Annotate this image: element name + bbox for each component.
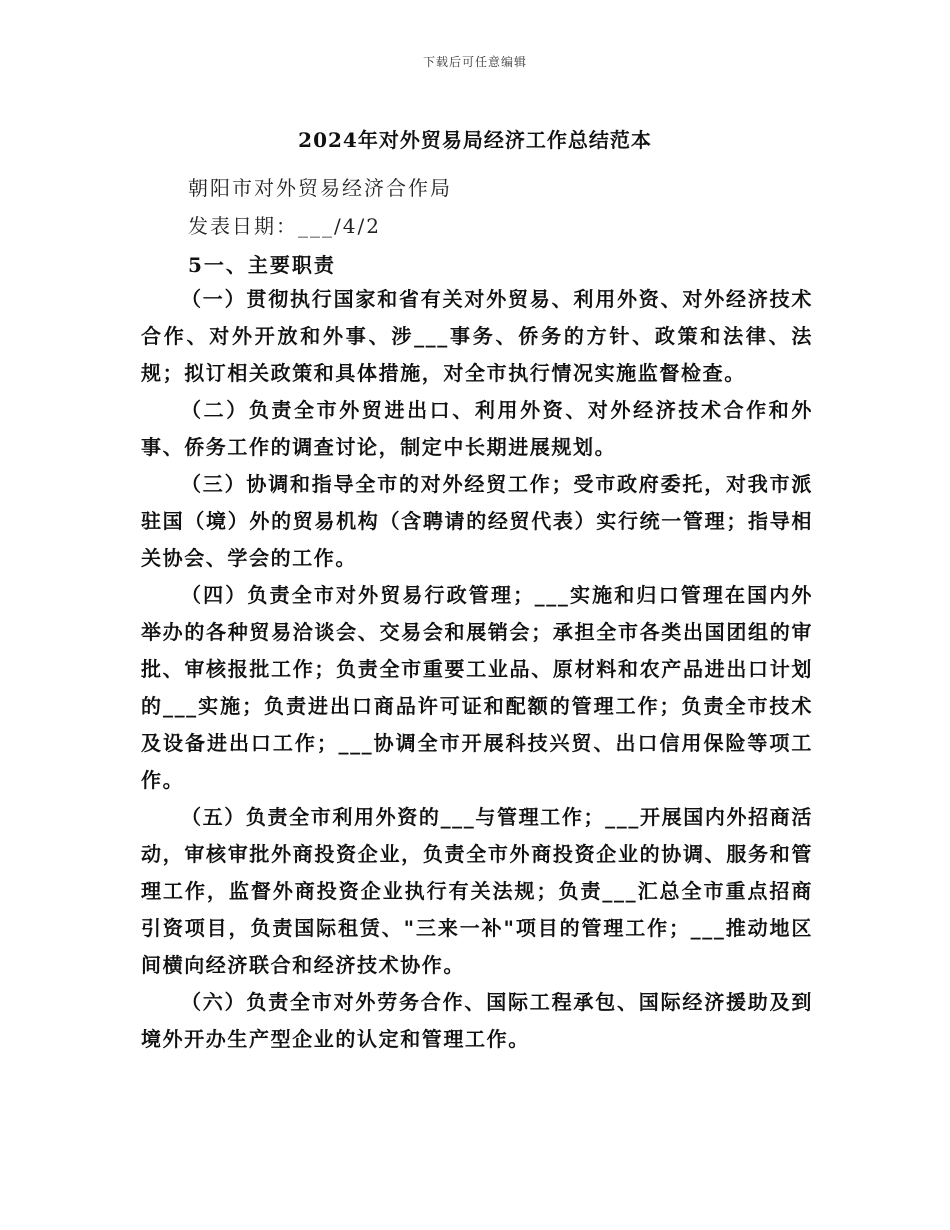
paragraph-4: （四）负责全市对外贸易行政管理；___实施和归口管理在国内外举办的各种贸易洽谈会、交易会和展销会；承担全市各类出国团组的审批、审核报批工作；负责全市重要工业品、原材料和农产品进出口计划的___实施；负责进出口商品许可证和配额的管理工作；负责全市技术及设备进出口工作；___协调全市开展科技兴贸、出口信用保险等项工作。 <box>141 583 813 792</box>
paragraph-3: （三）协调和指导全市的对外经贸工作；受市政府委托，对我市派驻国（境）外的贸易机构（含聘请的经贸代表）实行统一管理；指导相关协会、学会的工作。 <box>141 472 813 570</box>
paragraph-6: （六）负责全市对外劳务合作、国际工程承包、国际经济援助及到境外开办生产型企业的认定和管理工作。 <box>141 990 813 1051</box>
paragraph-1: （一）贯彻执行国家和省有关对外贸易、利用外资、对外经济技术合作、对外开放和外事、涉___事务、侨务的方针、政策和法律、法规；拟订相关政策和具体措施，对全市执行情况实施监督检查。 <box>141 287 813 385</box>
organization-line: 朝阳市对外贸易经济合作局 <box>188 176 452 200</box>
section-heading: 5一、主要职责 <box>188 253 336 277</box>
header-note: 下载后可任意编辑 <box>422 55 527 69</box>
publish-date-line: 发表日期：___/4/2 <box>188 214 381 238</box>
document-body <box>141 281 813 1058</box>
paragraph-2: （二）负责全市外贸进出口、利用外资、对外经济技术合作和外事、侨务工作的调查讨论，制定中长期进展规划。 <box>141 398 813 459</box>
document-title: 2024年对外贸易局经济工作总结范本 <box>298 128 652 152</box>
paragraph-5: （五）负责全市利用外资的___与管理工作；___开展国内外招商活动，审核审批外商投资企业，负责全市外商投资企业的协调、服务和管理工作，监督外商投资企业执行有关法规；负责___汇总全市重点招商引资项目，负责国际租赁、"三来一补"项目的管理工作；___推动地区间横向经济联合和经济技术协作。 <box>141 805 813 977</box>
